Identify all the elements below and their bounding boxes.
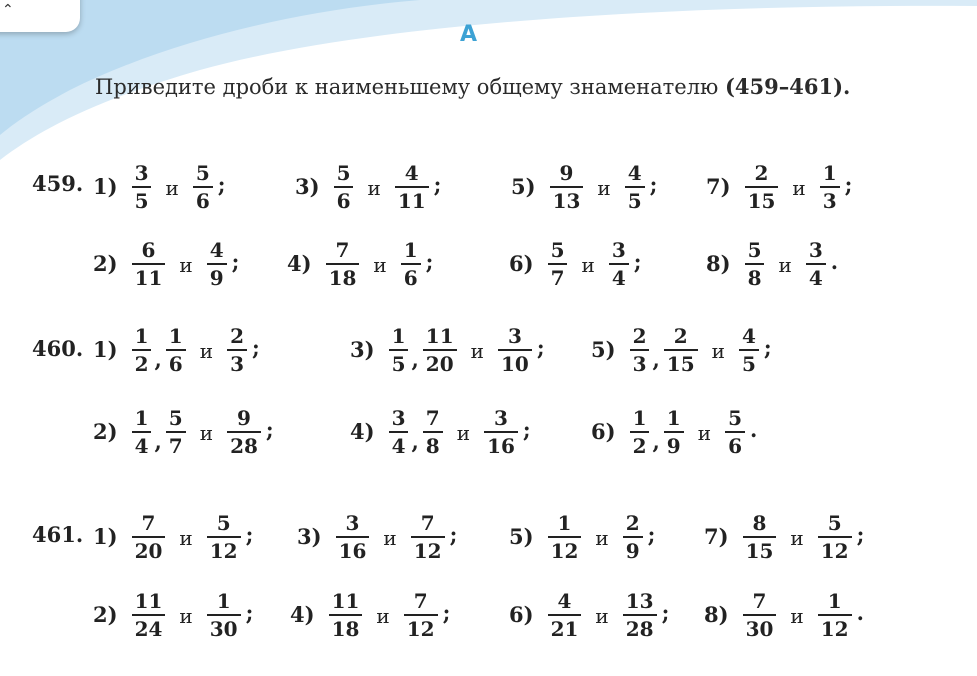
comma: , bbox=[154, 347, 162, 373]
fraction bbox=[818, 512, 852, 562]
numerator: 5 bbox=[168, 406, 183, 430]
fraction bbox=[334, 162, 354, 212]
fraction bbox=[745, 162, 779, 212]
denominator: 8 bbox=[747, 265, 762, 290]
conjunction: и bbox=[790, 603, 804, 628]
numerator: 4 bbox=[557, 589, 572, 613]
numerator: 1 bbox=[391, 324, 406, 348]
denominator: 12 bbox=[550, 538, 579, 563]
exercise-item bbox=[704, 590, 864, 640]
fraction bbox=[166, 407, 186, 457]
fraction bbox=[548, 512, 582, 562]
denominator: 5 bbox=[741, 351, 756, 376]
denominator: 12 bbox=[413, 538, 442, 563]
numerator: 3 bbox=[494, 406, 508, 430]
fraction bbox=[806, 239, 826, 289]
denominator: 3 bbox=[822, 188, 837, 213]
conjunction: и bbox=[179, 252, 193, 277]
conjunction: и bbox=[792, 175, 806, 200]
numerator: 3 bbox=[611, 238, 626, 262]
fraction bbox=[548, 239, 568, 289]
numerator: 1 bbox=[134, 324, 149, 348]
item-end-punctuation: ; bbox=[217, 172, 226, 198]
numerator: 7 bbox=[752, 589, 767, 613]
numerator: 2 bbox=[673, 324, 688, 348]
exercise-item bbox=[704, 512, 864, 562]
conjunction: и bbox=[165, 175, 179, 200]
item-end-punctuation: ; bbox=[425, 249, 434, 275]
exercise-item bbox=[93, 162, 226, 212]
denominator: 12 bbox=[820, 616, 849, 641]
denominator: 4 bbox=[134, 433, 149, 458]
numerator: 5 bbox=[195, 161, 210, 185]
item-label: 7) bbox=[706, 174, 731, 200]
numerator: 1 bbox=[827, 589, 842, 613]
item-label: 2) bbox=[93, 251, 118, 277]
numerator: 9 bbox=[559, 161, 574, 185]
fraction bbox=[132, 325, 152, 375]
exercise-item bbox=[706, 162, 852, 212]
fraction bbox=[743, 590, 777, 640]
denominator: 8 bbox=[425, 433, 440, 458]
conjunction: и bbox=[711, 338, 725, 363]
fraction bbox=[745, 239, 765, 289]
fraction bbox=[207, 590, 241, 640]
denominator: 13 bbox=[552, 188, 581, 213]
denominator: 9 bbox=[625, 538, 640, 563]
denominator: 28 bbox=[230, 433, 258, 458]
exercise-item bbox=[350, 407, 531, 457]
fraction bbox=[743, 512, 777, 562]
conjunction: и bbox=[373, 252, 387, 277]
conjunction: и bbox=[470, 338, 484, 363]
exercise-item bbox=[93, 407, 274, 457]
item-end-punctuation: ; bbox=[661, 600, 670, 626]
exercise-item bbox=[290, 590, 450, 640]
item-end-punctuation: ; bbox=[433, 172, 442, 198]
fraction bbox=[630, 407, 650, 457]
fraction bbox=[725, 407, 745, 457]
exercise-item bbox=[93, 239, 239, 289]
numerator: 3 bbox=[345, 511, 360, 535]
conjunction: и bbox=[778, 252, 792, 277]
denominator: 3 bbox=[632, 351, 647, 376]
fraction bbox=[227, 325, 247, 375]
numerator: 6 bbox=[141, 238, 156, 262]
numerator: 3 bbox=[507, 324, 522, 348]
denominator: 4 bbox=[611, 265, 626, 290]
denominator: 30 bbox=[209, 616, 238, 641]
numerator: 13 bbox=[625, 589, 654, 613]
denominator: 16 bbox=[338, 538, 367, 563]
denominator: 2 bbox=[134, 351, 149, 376]
denominator: 11 bbox=[397, 188, 426, 213]
item-end-punctuation: ; bbox=[231, 249, 240, 275]
fraction bbox=[623, 590, 657, 640]
fraction bbox=[739, 325, 759, 375]
numerator: 7 bbox=[335, 238, 350, 262]
fraction bbox=[329, 590, 363, 640]
denominator: 7 bbox=[550, 265, 565, 290]
numerator: 2 bbox=[230, 324, 244, 348]
instruction-text bbox=[95, 73, 915, 101]
exercise-item bbox=[591, 325, 772, 375]
fraction bbox=[395, 162, 429, 212]
numerator: 3 bbox=[134, 161, 149, 185]
fraction bbox=[664, 407, 684, 457]
problem-number: 460. bbox=[32, 336, 84, 361]
fraction bbox=[389, 407, 409, 457]
item-end-punctuation: ; bbox=[649, 172, 658, 198]
comma: , bbox=[411, 347, 419, 373]
denominator: 20 bbox=[134, 538, 163, 563]
chevron-down-icon[interactable]: ⌃ bbox=[2, 2, 14, 18]
numerator: 3 bbox=[808, 238, 823, 262]
denominator: 21 bbox=[550, 616, 579, 641]
item-end-punctuation: ; bbox=[245, 600, 254, 626]
denominator: 4 bbox=[808, 265, 823, 290]
item-label: 2) bbox=[93, 602, 118, 628]
denominator: 5 bbox=[627, 188, 642, 213]
fraction bbox=[498, 325, 532, 375]
item-end-punctuation: . bbox=[830, 249, 839, 275]
denominator: 7 bbox=[168, 433, 183, 458]
fraction bbox=[411, 512, 445, 562]
item-label: 3) bbox=[297, 524, 322, 550]
numerator: 2 bbox=[632, 324, 647, 348]
numerator: 4 bbox=[741, 324, 756, 348]
fraction bbox=[227, 407, 261, 457]
denominator: 9 bbox=[666, 433, 681, 458]
numerator: 1 bbox=[557, 511, 572, 535]
item-end-punctuation: ; bbox=[245, 522, 254, 548]
item-end-punctuation: ; bbox=[844, 172, 853, 198]
numerator: 1 bbox=[134, 406, 149, 430]
item-end-punctuation: . bbox=[749, 417, 758, 443]
item-label: 4) bbox=[287, 251, 312, 277]
fraction bbox=[625, 162, 645, 212]
numerator: 5 bbox=[827, 511, 842, 535]
item-end-punctuation: ; bbox=[449, 522, 458, 548]
conjunction: и bbox=[199, 420, 214, 445]
numerator: 11 bbox=[134, 589, 163, 613]
numerator: 4 bbox=[209, 238, 224, 262]
item-end-punctuation: ; bbox=[856, 522, 865, 548]
comma: , bbox=[154, 429, 162, 455]
numerator: 5 bbox=[216, 511, 231, 535]
numerator: 11 bbox=[425, 324, 454, 348]
item-end-punctuation: ; bbox=[251, 335, 260, 361]
numerator: 1 bbox=[168, 324, 183, 348]
comma: , bbox=[652, 347, 660, 373]
exercise-item bbox=[93, 590, 253, 640]
numerator: 2 bbox=[625, 511, 640, 535]
exercise-item bbox=[509, 239, 642, 289]
conjunction: и bbox=[456, 420, 471, 445]
denominator: 6 bbox=[728, 433, 742, 458]
denominator: 16 bbox=[487, 433, 515, 458]
fraction bbox=[132, 162, 152, 212]
item-label: 2) bbox=[93, 419, 118, 445]
fraction bbox=[207, 512, 241, 562]
fraction bbox=[207, 239, 227, 289]
denominator: 12 bbox=[820, 538, 849, 563]
numerator: 4 bbox=[404, 161, 419, 185]
exercise-item bbox=[297, 512, 457, 562]
conjunction: и bbox=[367, 175, 381, 200]
denominator: 10 bbox=[500, 351, 529, 376]
overlay-tab[interactable] bbox=[0, 0, 80, 32]
exercise-item bbox=[509, 512, 655, 562]
exercise-item bbox=[287, 239, 433, 289]
denominator: 15 bbox=[666, 351, 695, 376]
exercise-item bbox=[93, 512, 253, 562]
item-end-punctuation: ; bbox=[442, 600, 451, 626]
fraction bbox=[484, 407, 518, 457]
denominator: 6 bbox=[195, 188, 210, 213]
item-label: 4) bbox=[290, 602, 315, 628]
section-letter: А bbox=[460, 22, 478, 47]
conjunction: и bbox=[179, 603, 193, 628]
numerator: 8 bbox=[752, 511, 767, 535]
fraction bbox=[423, 407, 443, 457]
denominator: 6 bbox=[168, 351, 183, 376]
numerator: 11 bbox=[331, 589, 360, 613]
denominator: 4 bbox=[391, 433, 406, 458]
item-end-punctuation: ; bbox=[647, 522, 656, 548]
fraction bbox=[664, 325, 698, 375]
fraction bbox=[326, 239, 360, 289]
problem-number: 459. bbox=[32, 171, 84, 196]
conjunction: и bbox=[595, 525, 609, 550]
fraction bbox=[132, 407, 152, 457]
fraction bbox=[820, 162, 840, 212]
item-label: 6) bbox=[509, 251, 534, 277]
numerator: 7 bbox=[420, 511, 435, 535]
item-label: 6) bbox=[591, 419, 616, 445]
fraction bbox=[132, 239, 166, 289]
item-label: 8) bbox=[706, 251, 731, 277]
denominator: 5 bbox=[134, 188, 149, 213]
conjunction: и bbox=[597, 175, 611, 200]
fraction bbox=[132, 512, 166, 562]
exercise-item bbox=[706, 239, 838, 289]
item-label: 1) bbox=[93, 174, 118, 200]
denominator: 12 bbox=[406, 616, 435, 641]
fraction bbox=[404, 590, 438, 640]
fraction bbox=[193, 162, 213, 212]
item-label: 1) bbox=[93, 337, 118, 363]
exercise-item bbox=[591, 407, 757, 457]
numerator: 9 bbox=[237, 406, 251, 430]
fraction bbox=[336, 512, 370, 562]
item-end-punctuation: ; bbox=[265, 417, 274, 443]
numerator: 2 bbox=[754, 161, 769, 185]
numerator: 5 bbox=[728, 406, 742, 430]
item-label: 4) bbox=[350, 419, 375, 445]
conjunction: и bbox=[790, 525, 804, 550]
numerator: 1 bbox=[216, 589, 231, 613]
denominator: 15 bbox=[745, 538, 774, 563]
denominator: 30 bbox=[745, 616, 774, 641]
conjunction: и bbox=[383, 525, 397, 550]
item-label: 8) bbox=[704, 602, 729, 628]
conjunction: и bbox=[376, 603, 390, 628]
item-label: 7) bbox=[704, 524, 729, 550]
conjunction: и bbox=[179, 525, 193, 550]
denominator: 2 bbox=[632, 433, 647, 458]
item-label: 1) bbox=[93, 524, 118, 550]
item-label: 5) bbox=[509, 524, 534, 550]
problem-number: 461. bbox=[32, 522, 84, 547]
item-end-punctuation: ; bbox=[633, 249, 642, 275]
exercise-item bbox=[509, 590, 669, 640]
instruction-range: (459–461). bbox=[725, 74, 851, 99]
numerator: 7 bbox=[141, 511, 156, 535]
fraction bbox=[623, 512, 643, 562]
denominator: 24 bbox=[134, 616, 163, 641]
conjunction: и bbox=[595, 603, 609, 628]
fraction bbox=[630, 325, 650, 375]
numerator: 7 bbox=[413, 589, 428, 613]
denominator: 28 bbox=[625, 616, 654, 641]
denominator: 20 bbox=[425, 351, 454, 376]
denominator: 11 bbox=[134, 265, 163, 290]
item-end-punctuation: ; bbox=[522, 417, 531, 443]
denominator: 15 bbox=[747, 188, 776, 213]
item-label: 6) bbox=[509, 602, 534, 628]
fraction bbox=[548, 590, 582, 640]
item-end-punctuation: ; bbox=[763, 335, 772, 361]
item-label: 3) bbox=[295, 174, 320, 200]
numerator: 5 bbox=[336, 161, 351, 185]
numerator: 7 bbox=[425, 406, 440, 430]
item-label: 5) bbox=[511, 174, 536, 200]
denominator: 5 bbox=[391, 351, 406, 376]
numerator: 4 bbox=[627, 161, 642, 185]
item-label: 5) bbox=[591, 337, 616, 363]
instruction-main: Приведите дроби к наименьшему общему знаменателю bbox=[95, 75, 725, 99]
exercise-item bbox=[295, 162, 441, 212]
fraction bbox=[818, 590, 852, 640]
denominator: 12 bbox=[209, 538, 238, 563]
denominator: 9 bbox=[209, 265, 224, 290]
fraction bbox=[132, 590, 166, 640]
conjunction: и bbox=[199, 338, 214, 363]
conjunction: и bbox=[581, 252, 595, 277]
denominator: 18 bbox=[328, 265, 357, 290]
fraction bbox=[166, 325, 186, 375]
fraction bbox=[609, 239, 629, 289]
fraction bbox=[550, 162, 584, 212]
comma: , bbox=[411, 429, 419, 455]
fraction bbox=[389, 325, 409, 375]
conjunction: и bbox=[697, 420, 712, 445]
numerator: 5 bbox=[747, 238, 762, 262]
item-end-punctuation: . bbox=[856, 600, 864, 626]
numerator: 1 bbox=[822, 161, 837, 185]
item-end-punctuation: ; bbox=[536, 335, 545, 361]
numerator: 1 bbox=[403, 238, 418, 262]
numerator: 1 bbox=[666, 406, 681, 430]
numerator: 5 bbox=[550, 238, 565, 262]
comma: , bbox=[652, 429, 660, 455]
fraction bbox=[401, 239, 421, 289]
denominator: 18 bbox=[331, 616, 360, 641]
exercise-item bbox=[350, 325, 545, 375]
fraction bbox=[423, 325, 457, 375]
numerator: 3 bbox=[391, 406, 406, 430]
denominator: 6 bbox=[336, 188, 351, 213]
denominator: 6 bbox=[403, 265, 418, 290]
exercise-item bbox=[93, 325, 260, 375]
exercise-item bbox=[511, 162, 657, 212]
denominator: 3 bbox=[230, 351, 244, 376]
numerator: 1 bbox=[632, 406, 647, 430]
item-label: 3) bbox=[350, 337, 375, 363]
